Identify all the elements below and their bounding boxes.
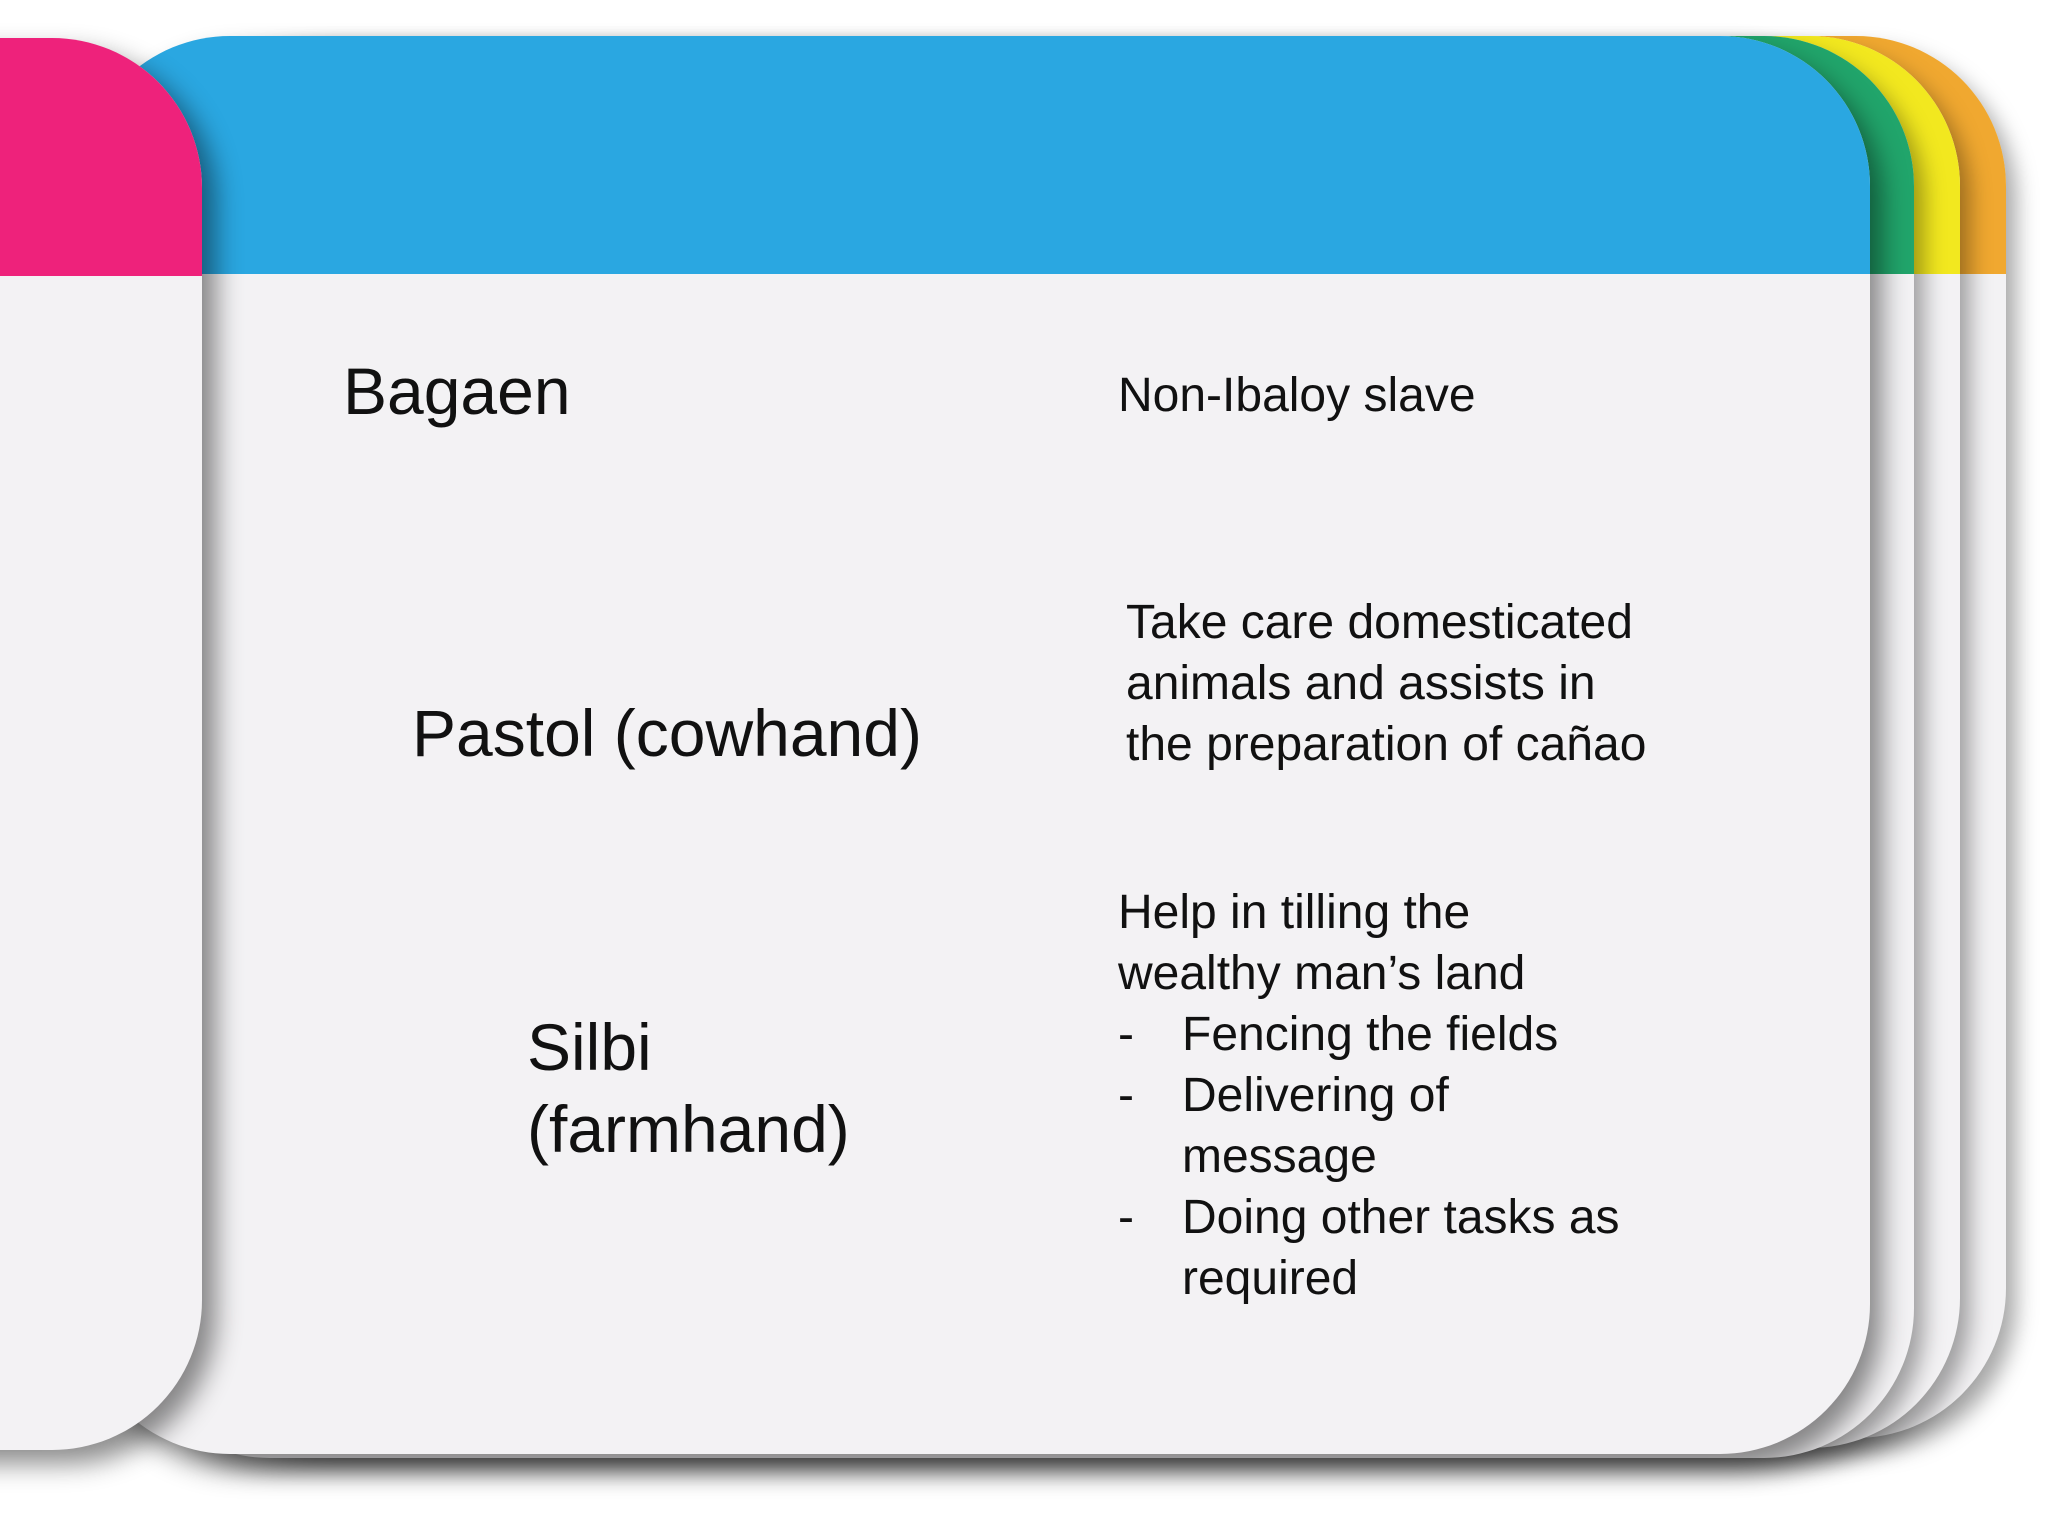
- term-silbi: [527, 1006, 850, 1170]
- description-line: the preparation of cañao: [1126, 718, 1647, 771]
- term-pastol: Pastol (cowhand): [412, 696, 922, 770]
- description-line: Help in tilling the: [1118, 886, 1471, 939]
- description-line: Non-Ibaloy slave: [1118, 369, 1476, 422]
- task-item: [1118, 1065, 1620, 1187]
- task-line: Doing other tasks as: [1182, 1191, 1620, 1244]
- task-line: Fencing the fields: [1182, 1008, 1559, 1061]
- bullet-dash: -: [1118, 1008, 1134, 1061]
- bullet-dash: -: [1118, 1191, 1134, 1244]
- description-line: wealthy man’s land: [1118, 947, 1526, 1000]
- description-bagaen: [1118, 365, 1476, 426]
- task-line: required: [1182, 1252, 1359, 1305]
- description-pastol: [1126, 592, 1646, 775]
- description-silbi: [1118, 882, 1620, 1309]
- description-line: Take care domesticated: [1126, 596, 1633, 649]
- term-line: (farmhand): [527, 1092, 850, 1166]
- term-line: Silbi: [527, 1010, 652, 1084]
- task-line: message: [1182, 1130, 1377, 1183]
- task-list: [1118, 1004, 1620, 1309]
- task-item: [1118, 1004, 1620, 1065]
- task-item: [1118, 1187, 1620, 1309]
- bullet-dash: -: [1118, 1069, 1134, 1122]
- description-line: animals and assists in: [1126, 657, 1596, 710]
- task-line: Delivering of: [1182, 1069, 1449, 1122]
- term-bagaen: Bagaen: [343, 354, 571, 428]
